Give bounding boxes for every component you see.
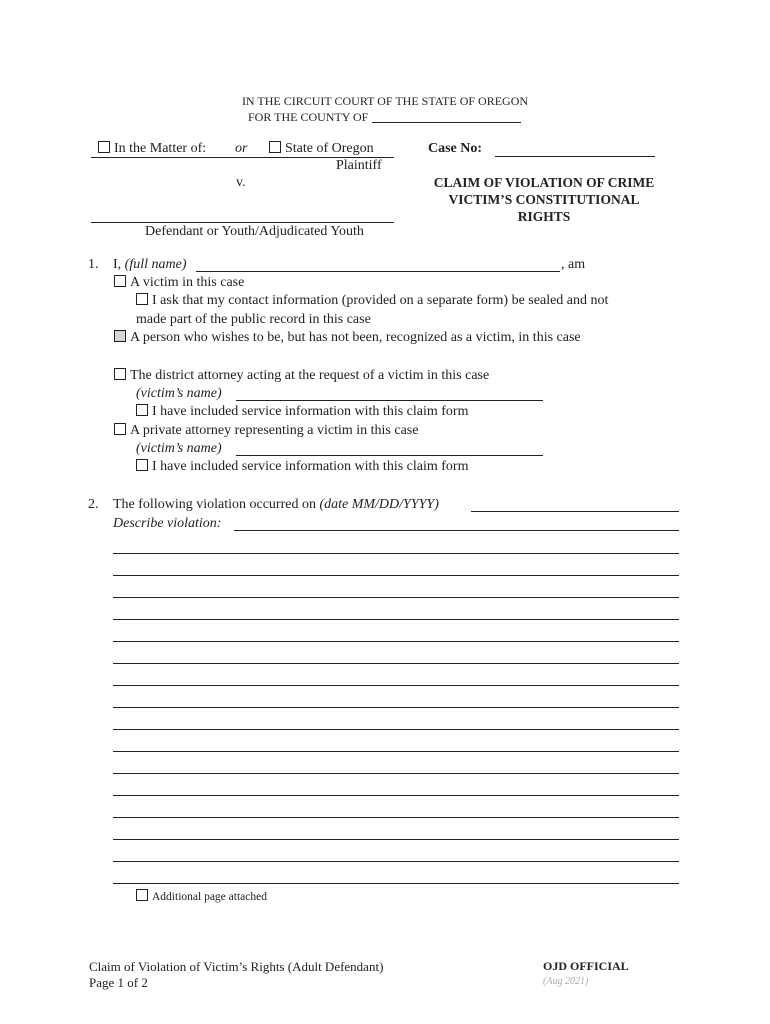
defendant-name-blank[interactable]: [91, 222, 394, 223]
describe-line[interactable]: [113, 883, 679, 884]
describe-line[interactable]: [113, 663, 679, 664]
date-label: (date MM/DD/YYYY): [319, 497, 439, 512]
court-heading: IN THE CIRCUIT COURT OF THE STATE OF OREGON: [241, 94, 529, 108]
private-attorney-label: A private attorney representing a victim in this case: [130, 423, 419, 438]
private-attorney-checkbox[interactable]: [114, 423, 126, 435]
additional-page-option[interactable]: [136, 889, 267, 903]
da-victims-name-blank[interactable]: [236, 400, 543, 401]
ojd-official-label: OJD OFFICIAL: [543, 959, 629, 973]
or-label: or: [235, 141, 248, 156]
section-1-intro: [113, 257, 187, 273]
describe-line[interactable]: [113, 619, 679, 620]
violation-date-prompt: [113, 497, 439, 513]
additional-page-label: Additional page attached: [152, 891, 267, 903]
describe-line[interactable]: [113, 751, 679, 752]
private-service-checkbox[interactable]: [136, 459, 148, 471]
defendant-label: Defendant or Youth/Adjudicated Youth: [145, 224, 364, 239]
person-option[interactable]: [114, 330, 581, 346]
seal-option[interactable]: [136, 293, 608, 309]
da-option-label: The district attorney acting at the request of a victim in this case: [130, 368, 490, 383]
full-name-label: (full name): [124, 257, 187, 272]
matter-checkbox[interactable]: [98, 141, 110, 153]
private-service-label: I have included service information with this claim form: [152, 459, 469, 474]
violation-text: The following violation occurred on: [113, 497, 320, 512]
state-checkbox[interactable]: [269, 141, 281, 153]
matter-label: In the Matter of:: [114, 141, 207, 156]
private-victims-name-blank[interactable]: [236, 455, 543, 456]
additional-page-checkbox[interactable]: [136, 889, 148, 901]
describe-line[interactable]: [113, 817, 679, 818]
section-1-number: 1.: [88, 257, 99, 272]
describe-line[interactable]: [113, 597, 679, 598]
seal-option-label: I ask that my contact information (provided on a separate form) be sealed and not: [152, 293, 609, 308]
da-service-option[interactable]: [136, 404, 468, 420]
violation-date-blank[interactable]: [471, 511, 679, 512]
victim-checkbox[interactable]: [114, 275, 126, 287]
da-service-label: I have included service information with this claim form: [152, 404, 469, 419]
county-blank[interactable]: [372, 122, 521, 123]
describe-violation-label: Describe violation:: [113, 516, 222, 531]
person-option-label: A person who wishes to be, but has not been, recognized as a victim, in this case: [130, 330, 581, 345]
describe-line-first[interactable]: [234, 530, 679, 531]
describe-line[interactable]: [113, 839, 679, 840]
person-checkbox[interactable]: [114, 330, 126, 342]
da-victims-name-label: (victim’s name): [136, 386, 222, 401]
state-label: State of Oregon: [285, 141, 374, 156]
section-2-number: 2.: [88, 497, 99, 512]
victim-option[interactable]: [114, 275, 244, 291]
describe-line[interactable]: [113, 773, 679, 774]
describe-line[interactable]: [113, 707, 679, 708]
footer-form-title: Claim of Violation of Victim’s Rights (Adult Defendant): [89, 959, 384, 974]
document-title: CLAIM OF VIOLATION OF CRIME VICTIM’S CONSTITUTIONAL RIGHTS: [433, 175, 655, 224]
describe-line[interactable]: [113, 795, 679, 796]
case-no-blank[interactable]: [495, 156, 655, 157]
private-service-option[interactable]: [136, 459, 468, 475]
describe-line[interactable]: [113, 729, 679, 730]
matter-option[interactable]: [98, 141, 206, 157]
private-victims-name-label: (victim’s name): [136, 441, 222, 456]
describe-line[interactable]: [113, 685, 679, 686]
version-label: (Aug 2021): [543, 976, 589, 987]
case-no-label: Case No:: [428, 141, 483, 156]
describe-line[interactable]: [113, 575, 679, 576]
private-attorney-option[interactable]: [114, 423, 418, 439]
intro-prefix: I,: [113, 257, 125, 272]
describe-line[interactable]: [113, 553, 679, 554]
describe-line[interactable]: [113, 641, 679, 642]
describe-line[interactable]: [113, 861, 679, 862]
full-name-blank[interactable]: [196, 271, 560, 272]
victim-option-label: A victim in this case: [130, 275, 245, 290]
county-label: FOR THE COUNTY OF: [248, 110, 369, 124]
seal-checkbox[interactable]: [136, 293, 148, 305]
seal-option-continued: made part of the public record in this case: [136, 312, 371, 327]
state-option[interactable]: [269, 141, 374, 157]
da-checkbox[interactable]: [114, 368, 126, 380]
da-service-checkbox[interactable]: [136, 404, 148, 416]
plaintiff-label: Plaintiff: [336, 158, 382, 173]
intro-suffix: , am: [561, 257, 586, 272]
da-option[interactable]: [114, 368, 489, 384]
versus-label: v.: [236, 175, 246, 190]
footer-page-number: Page 1 of 2: [89, 975, 148, 990]
